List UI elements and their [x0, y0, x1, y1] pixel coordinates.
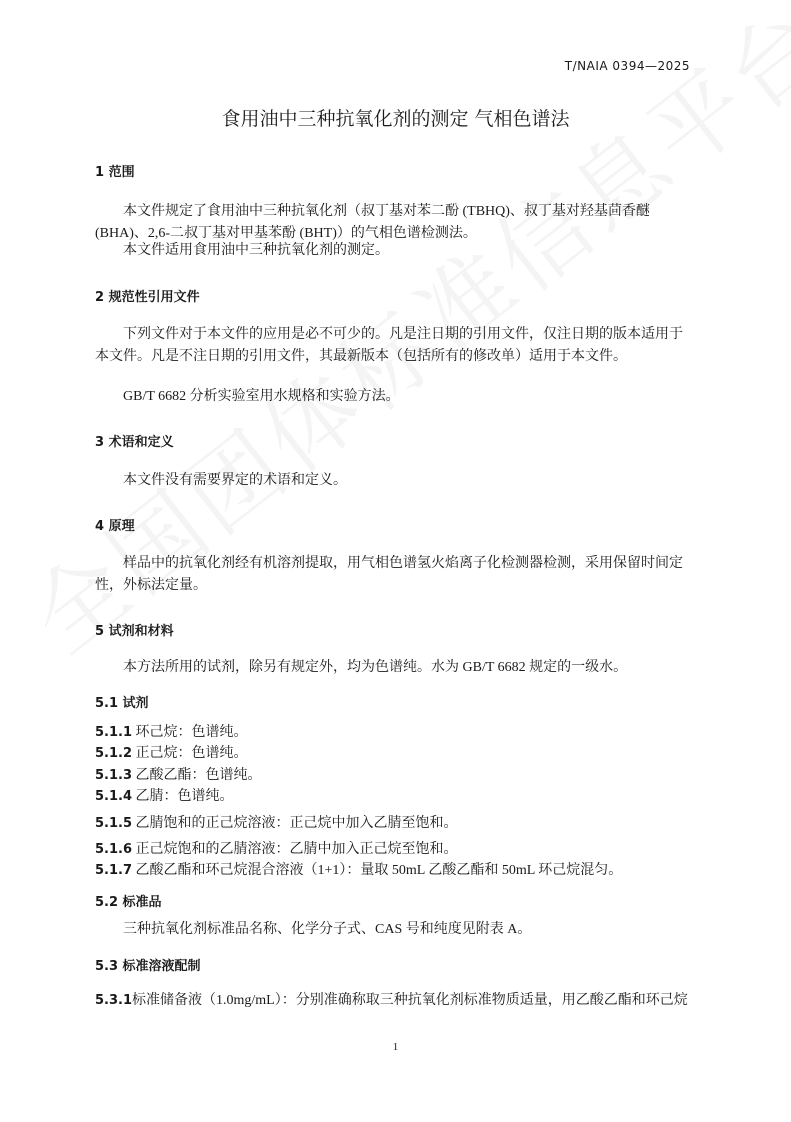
scope-paragraph-1: 本文件规定了食用油中三种抗氧化剂（叔丁基对苯二酚 (TBHQ)、叔丁基对羟基茴香醚 (BHA)、2,6-二叔丁基对甲基苯酚 (BHT)）的气相色谱检测法。	[95, 204, 650, 241]
item-text: 正己烷饱和的乙腈溶液：乙腈中加入正己烷至饱和。	[135, 842, 458, 857]
scope-paragraph-2: 本文件适用食用油中三种抗氧化剂的测定。	[123, 243, 389, 258]
item-number: 5.3.1	[95, 993, 133, 1008]
item-text: 乙腈饱和的正己烷溶液：正己烷中加入乙腈至饱和。	[135, 816, 458, 831]
item-number: 5.1.1	[95, 725, 133, 740]
section-heading-principle: 4 原理	[95, 519, 135, 534]
item-number: 5.1.3	[95, 768, 133, 783]
subsection-heading-reagents: 5.1 试剂	[95, 696, 149, 711]
list-item	[95, 859, 622, 879]
item-text: 标准储备液（1.0mg/mL）：分别准确称取三种抗氧化剂标准物质适量，用乙酸乙酯和环己烷	[132, 993, 688, 1008]
item-number: 5.1.7	[95, 863, 133, 878]
list-item	[95, 764, 262, 784]
list-item	[95, 989, 688, 1009]
section-heading-normative-references: 2 规范性引用文件	[95, 290, 200, 305]
list-item	[95, 838, 458, 858]
item-text: 乙酸乙酯：色谱纯。	[135, 768, 262, 783]
list-item	[95, 721, 248, 741]
subsection-heading-standard-solutions: 5.3 标准溶液配制	[95, 959, 201, 974]
standards-paragraph: 三种抗氧化剂标准品名称、化学分子式、CAS 号和纯度见附表 A。	[123, 922, 532, 937]
list-item	[95, 812, 458, 832]
section-heading-reagents: 5 试剂和材料	[95, 624, 174, 639]
list-item	[95, 742, 248, 762]
item-text: 环己烷：色谱纯。	[135, 725, 248, 740]
page-number: 1	[392, 1041, 399, 1053]
item-number: 5.1.2	[95, 746, 133, 761]
list-item	[95, 785, 234, 805]
subsection-heading-standards: 5.2 标准品	[95, 895, 162, 910]
document-code: T/NAIA 0394—2025	[564, 59, 690, 73]
references-paragraph-2: GB/T 6682 分析实验室用水规格和实验方法。	[123, 389, 400, 404]
item-text: 乙腈：色谱纯。	[135, 789, 234, 804]
item-number: 5.1.6	[95, 842, 133, 857]
references-paragraph-1: 下列文件对于本文件的应用是必不可少的。凡是注日期的引用文件，仅注日期的版本适用于本文件。凡是不注日期的引用文件，其最新版本（包括所有的修改单）适用于本文件。	[95, 327, 683, 364]
item-text: 正己烷：色谱纯。	[135, 746, 248, 761]
principle-paragraph: 样品中的抗氧化剂经有机溶剂提取，用气相色谱氢火焰离子化检测器检测，采用保留时间定性，外标法定量。	[95, 556, 683, 593]
item-number: 5.1.4	[95, 789, 133, 804]
section-heading-terms: 3 术语和定义	[95, 435, 174, 450]
item-number: 5.1.5	[95, 816, 133, 831]
item-text: 乙酸乙酯和环己烷混合溶液（1+1）：量取 50mL 乙酸乙酯和 50mL 环己烷混匀。	[135, 863, 623, 878]
terms-paragraph: 本文件没有需要界定的术语和定义。	[123, 473, 347, 488]
reagents-paragraph: 本方法所用的试剂，除另有规定外，均为色谱纯。水为 GB/T 6682 规定的一级水。	[123, 660, 628, 675]
page-title: 食用油中三种抗氧化剂的测定 气相色谱法	[221, 108, 570, 130]
section-heading-scope: 1 范围	[95, 165, 135, 180]
